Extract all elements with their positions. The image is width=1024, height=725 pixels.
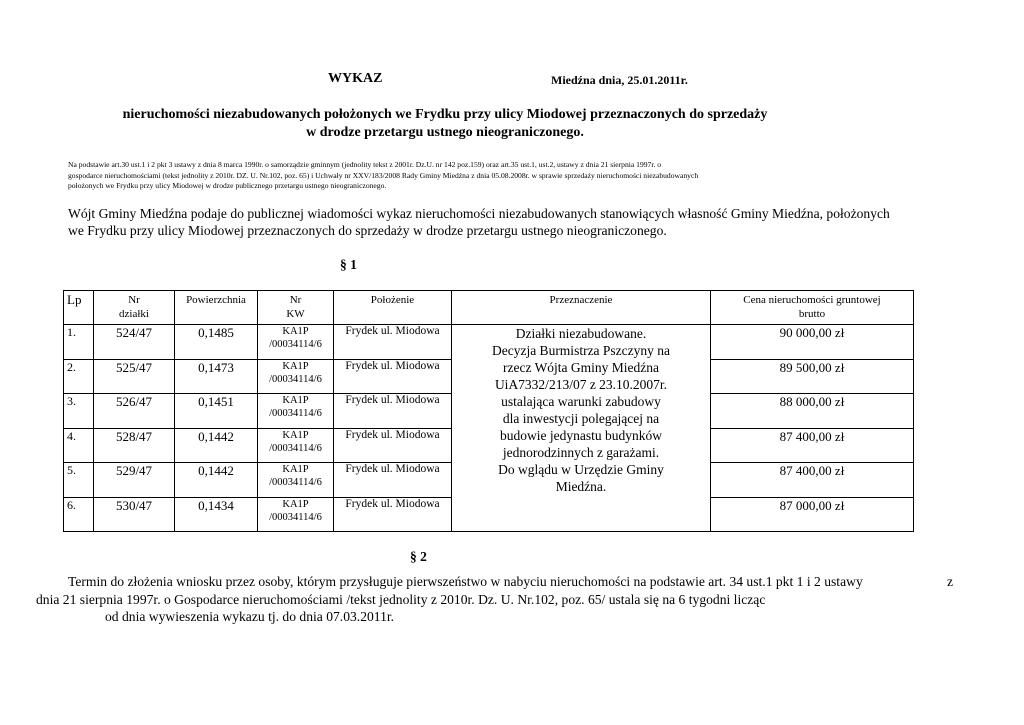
cell-cena: 87 000,00 zł: [711, 497, 914, 532]
kw-line: KA1P: [282, 464, 309, 475]
header-text: Nr: [289, 294, 302, 306]
cell-nr-kw: [258, 463, 334, 498]
header-text: KW: [286, 308, 305, 320]
section-1-heading: § 1: [340, 257, 357, 272]
kw-line: KA1P: [282, 360, 309, 372]
przeznaczenie-line: Do wglądu w Urzędzie Gminy: [498, 462, 664, 477]
cell-lp: 2.: [64, 359, 94, 394]
property-table: [63, 290, 914, 532]
kw-line: /00034114/6: [269, 442, 322, 454]
cell-nr-kw: [258, 359, 334, 394]
kw-line: KA1P: [282, 429, 309, 441]
intro-line: Wójt Gminy Miedźna podaje do publicznej wiadomości wykaz nieruchomości niezabudowanych stanowiących własność Gminy Miedźna, położonych: [68, 206, 890, 221]
cell-cena: 90 000,00 zł: [711, 325, 914, 360]
cell-nr-dzialki: 529/47: [94, 463, 175, 498]
paragraph-line-end: z: [947, 574, 954, 589]
cell-nr-dzialki: 524/47: [94, 325, 175, 360]
cell-lp: 5.: [64, 463, 94, 498]
header-lp: Lp: [64, 291, 94, 325]
cell-nr-kw: [258, 394, 334, 429]
przeznaczenie-line: jednorodzinnych z garażami.: [502, 445, 660, 460]
cell-nr-kw: [258, 497, 334, 532]
document-title: WYKAZ: [328, 71, 383, 86]
legal-basis-line: gospodarce nieruchomościami (tekst jednolity z 2010r. DZ. U. Nr.102, poz. 65) i Uchwały nr XXV/183/2008 Rady Gminy Miedźna z dnia 05.08.2008r. w sprawie sprzedaży nieruchomości niezabudowanych: [68, 170, 699, 180]
przeznaczenie-line: Decyzja Burmistrza Pszczyny na: [491, 343, 671, 358]
header-text: działki: [119, 308, 149, 320]
header-nr-kw: [258, 291, 334, 325]
kw-line: KA1P: [282, 498, 309, 510]
header-text: brutto: [798, 308, 826, 320]
cell-nr-dzialki: 530/47: [94, 497, 175, 532]
cell-powierzchnia: 0,1473: [175, 359, 258, 394]
cell-polozenie: Frydek ul. Miodowa: [334, 359, 452, 394]
przeznaczenie-line: UiA7332/213/07 z 23.10.2007r.: [494, 377, 668, 392]
cell-nr-kw: [258, 428, 334, 463]
kw-line: KA1P: [282, 326, 309, 337]
cell-polozenie: Frydek ul. Miodowa: [334, 497, 452, 532]
cell-polozenie: Frydek ul. Miodowa: [334, 463, 452, 498]
cell-nr-dzialki: 526/47: [94, 394, 175, 429]
cell-cena: 88 000,00 zł: [711, 394, 914, 429]
paragraph-line: Termin do złożenia wniosku przez osoby, którym przysługuje pierwszeństwo w nabyciu nieruchomości na podstawie art. 34 ust.1 pkt 1 i 2 ustawy: [68, 574, 863, 589]
cell-powierzchnia: 0,1434: [175, 497, 258, 532]
legal-basis: [68, 160, 698, 192]
legal-basis-line: Na podstawie art.30 ust.1 i 2 pkt 3 ustawy z dnia 8 marca 1990r. o samorządzie gminnym (jednolity tekst z 2001r. Dz.U. nr 142 poz.159) oraz art.35 ust.1, ust.2, ustawy z dnia 21 sierpnia 1997r. o: [68, 160, 662, 169]
header-nr-dzialki: [94, 291, 175, 325]
kw-line: /00034114/6: [269, 408, 322, 419]
cell-polozenie: Frydek ul. Miodowa: [334, 325, 452, 360]
cell-nr-dzialki: 528/47: [94, 428, 175, 463]
przeznaczenie-line: Działki niezabudowane.: [515, 326, 647, 341]
cell-cena: 87 400,00 zł: [711, 463, 914, 498]
section-2-heading: § 2: [410, 549, 427, 564]
cell-powierzchnia: 0,1485: [175, 325, 258, 360]
header-powierzchnia: Powierzchnia: [175, 291, 258, 325]
kw-line: /00034114/6: [269, 373, 322, 385]
przeznaczenie-line: rzecz Wójta Gminy Miedźna: [502, 360, 660, 375]
legal-basis-line: położonych we Frydku przy ulicy Miodowej w drodze publicznego przetargu ustnego nieograniczonego.: [68, 181, 387, 190]
paragraph-line: dnia 21 sierpnia 1997r. o Gospodarce nieruchomościami /tekst jednolity z 2010r. Dz. U. Nr.102, poz. 65/ ustala się na 6 tygodni licząc: [36, 592, 766, 607]
document-date: Miedźna dnia, 25.01.2011r.: [551, 73, 688, 87]
kw-line: /00034114/6: [269, 339, 322, 350]
header-cena: [711, 291, 914, 325]
cell-lp: 1.: [64, 325, 94, 360]
przeznaczenie-line: budowie jedynastu budynków: [500, 428, 662, 443]
cell-nr-dzialki: 525/47: [94, 359, 175, 394]
przeznaczenie-line: dla inwestycji polegającej na: [502, 411, 660, 426]
header-text: Cena nieruchomości gruntowej: [743, 294, 881, 306]
deadline-paragraph: [0, 574, 1024, 634]
cell-polozenie: Frydek ul. Miodowa: [334, 428, 452, 463]
cell-polozenie: Frydek ul. Miodowa: [334, 394, 452, 429]
cell-powierzchnia: 0,1451: [175, 394, 258, 429]
cell-cena: 87 400,00 zł: [711, 428, 914, 463]
intro-line: we Frydku przy ulicy Miodowej przeznaczonych do sprzedaży w drodze przetargu ustnego nieograniczonego.: [68, 223, 667, 238]
cell-nr-kw: [258, 325, 334, 360]
cell-cena: 89 500,00 zł: [711, 359, 914, 394]
cell-powierzchnia: 0,1442: [175, 428, 258, 463]
subtitle-line-2: w drodze przetargu ustnego nieograniczonego.: [306, 125, 584, 140]
cell-lp: 4.: [64, 428, 94, 463]
paragraph-line: od dnia wywieszenia wykazu tj. do dnia 07.03.2011r.: [105, 609, 395, 624]
kw-line: /00034114/6: [269, 511, 322, 523]
cell-powierzchnia: 0,1442: [175, 463, 258, 498]
header-przeznaczenie: Przeznaczenie: [452, 291, 711, 325]
intro-paragraph: [68, 205, 890, 239]
table-header-row: [64, 291, 914, 325]
kw-line: /00034114/6: [269, 477, 322, 488]
kw-line: KA1P: [282, 395, 309, 406]
przeznaczenie-line: ustalająca warunki zabudowy: [501, 394, 661, 409]
header-text: Nr: [128, 294, 140, 306]
document-subtitle: [60, 106, 830, 142]
subtitle-line-1: nieruchomości niezabudowanych położonych we Frydku przy ulicy Miodowej przeznaczonych do sprzedaży: [122, 107, 768, 122]
cell-przeznaczenie: [452, 325, 711, 532]
header-polozenie: Położenie: [334, 291, 452, 325]
cell-lp: 6.: [64, 497, 94, 532]
table-row: [64, 325, 914, 360]
cell-lp: 3.: [64, 394, 94, 429]
przeznaczenie-line: Miedźna.: [555, 479, 607, 494]
